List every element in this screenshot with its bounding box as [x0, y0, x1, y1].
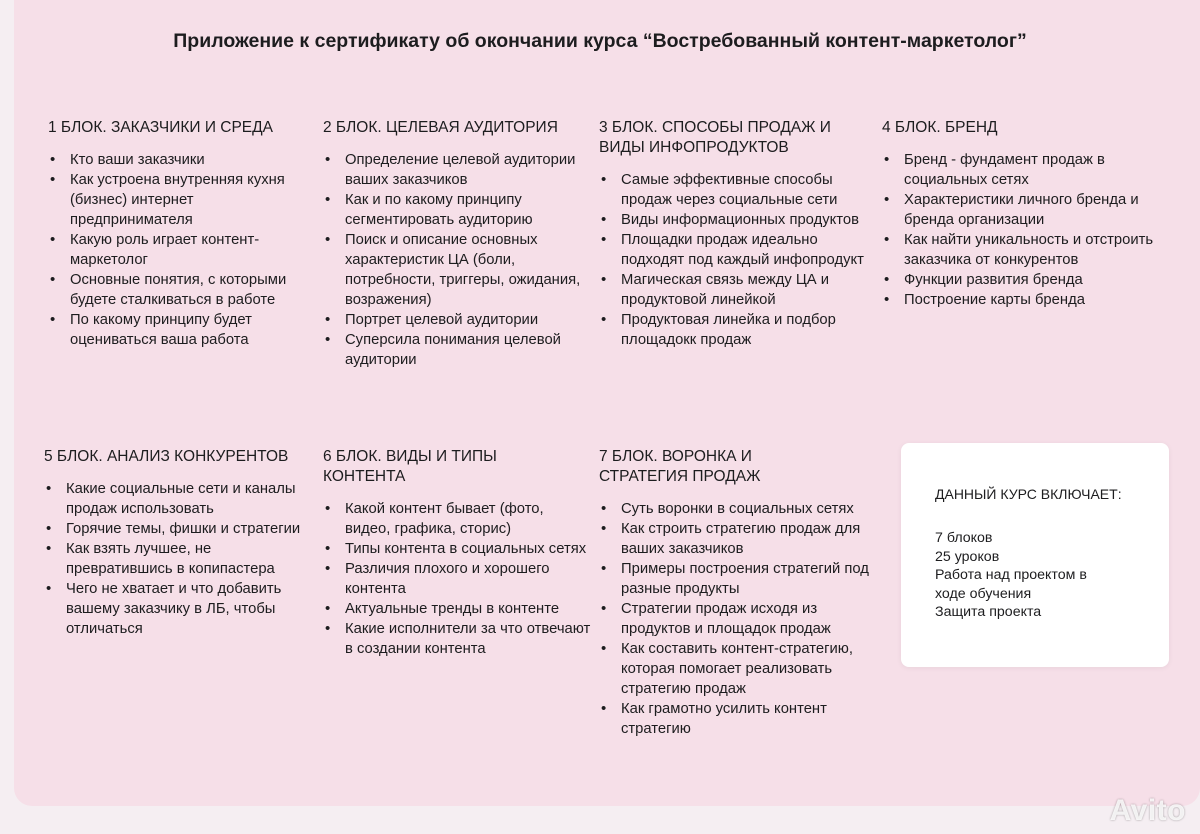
block-items — [882, 150, 1157, 310]
block-1 — [48, 118, 316, 350]
course-summary-item: Работа над проектом в ходе обучения — [935, 567, 1087, 602]
list-item: • Суперсила понимания целевой аудитории — [345, 330, 591, 370]
block-items — [44, 479, 312, 639]
block-5 — [44, 447, 312, 639]
block-4 — [882, 118, 1157, 310]
block-heading: 5 БЛОК. АНАЛИЗ КОНКУРЕНТОВ — [44, 448, 289, 465]
list-item: • Типы контента в социальных сетях — [345, 539, 591, 559]
list-item: • Как грамотно усилить контент стратегию — [621, 699, 869, 739]
list-item: • Примеры построения стратегий под разные продукты — [621, 559, 869, 599]
course-summary-title: ДАННЫЙ КУРС ВКЛЮЧАЕТ: — [935, 486, 1122, 502]
block-heading: 2 БЛОК. ЦЕЛЕВАЯ АУДИТОРИЯ — [323, 119, 558, 136]
avito-watermark: Avito — [1109, 794, 1186, 827]
block-heading: 7 БЛОК. ВОРОНКА И СТРАТЕГИЯ ПРОДАЖ — [599, 448, 761, 485]
list-item: • Бренд - фундамент продаж в социальных сетях — [904, 150, 1157, 190]
block-7 — [599, 447, 869, 739]
list-item: • Поиск и описание основных характеристик ЦА (боли, потребности, триггеры, ожидания, возражения) — [345, 230, 591, 310]
block-3 — [599, 118, 869, 350]
list-item: • Определение целевой аудитории ваших заказчиков — [345, 150, 591, 190]
list-item: • Как и по какому принципу сегментировать аудиторию — [345, 190, 591, 230]
list-item: • Как устроена внутренняя кухня (бизнес) интернет предпринимателя — [70, 170, 316, 230]
list-item: • Как найти уникальность и отстроить заказчика от конкурентов — [904, 230, 1157, 270]
list-item: • Как взять лучшее, не превратившись в копипастера — [66, 539, 312, 579]
block-items — [323, 150, 591, 370]
course-summary-items — [935, 529, 1115, 622]
course-summary-item: 25 уроков — [935, 548, 1000, 565]
list-item: • По какому принципу будет оцениваться ваша работа — [70, 310, 316, 350]
list-item: • Какие исполнители за что отвечают в создании контента — [345, 619, 591, 659]
block-6 — [323, 447, 591, 659]
list-item: • Суть воронки в социальных сетях — [621, 499, 869, 519]
list-item: • Самые эффективные способы продаж через социальные сети — [621, 170, 869, 210]
list-item: • Характеристики личного бренда и бренда организации — [904, 190, 1157, 230]
list-item: • Как строить стратегию продаж для ваших заказчиков — [621, 519, 869, 559]
block-heading: 3 БЛОК. СПОСОБЫ ПРОДАЖ И ВИДЫ ИНФОПРОДУКТОВ — [599, 119, 831, 156]
course-summary-item: 7 блоков — [935, 530, 993, 546]
block-items — [599, 170, 869, 350]
list-item: • Как составить контент-стратегию, которая помогает реализовать стратегию продаж — [621, 639, 869, 699]
page-title: Приложение к сертификату об окончании курса “Востребованный контент-маркетолог” — [173, 30, 1027, 52]
list-item: • Различия плохого и хорошего контента — [345, 559, 591, 599]
course-summary-item: Защита проекта — [935, 604, 1042, 620]
block-heading: 4 БЛОК. БРЕНД — [882, 119, 998, 136]
block-items — [48, 150, 316, 350]
list-item: • Продуктовая линейка и подбор площадокк продаж — [621, 310, 869, 350]
block-items — [323, 499, 591, 659]
block-2 — [323, 118, 591, 370]
list-item: • Магическая связь между ЦА и продуктовой линейкой — [621, 270, 869, 310]
list-item: • Построение карты бренда — [904, 290, 1157, 310]
list-item: • Какие социальные сети и каналы продаж использовать — [66, 479, 312, 519]
list-item: • Горячие темы, фишки и стратегии — [66, 519, 312, 539]
block-heading: 6 БЛОК. ВИДЫ И ТИПЫ КОНТЕНТА — [323, 448, 497, 485]
list-item: • Актуальные тренды в контенте — [345, 599, 591, 619]
list-item: • Площадки продаж идеально подходят под каждый инфопродукт — [621, 230, 869, 270]
list-item: • Какой контент бывает (фото, видео, графика, сторис) — [345, 499, 591, 539]
block-items — [599, 499, 869, 739]
list-item: • Портрет целевой аудитории — [345, 310, 591, 330]
list-item: • Какую роль играет контент-маркетолог — [70, 230, 316, 270]
list-item: • Виды информационных продуктов — [621, 210, 869, 230]
course-summary-card — [901, 443, 1169, 667]
list-item: • Кто ваши заказчики — [70, 150, 316, 170]
list-item: • Чего не хватает и что добавить вашему заказчику в ЛБ, чтобы отличаться — [66, 579, 312, 639]
list-item: • Функции развития бренда — [904, 270, 1157, 290]
block-heading: 1 БЛОК. ЗАКАЗЧИКИ И СРЕДА — [48, 119, 273, 136]
list-item: • Основные понятия, с которыми будете сталкиваться в работе — [70, 270, 316, 310]
list-item: • Стратегии продаж исходя из продуктов и площадок продаж — [621, 599, 869, 639]
